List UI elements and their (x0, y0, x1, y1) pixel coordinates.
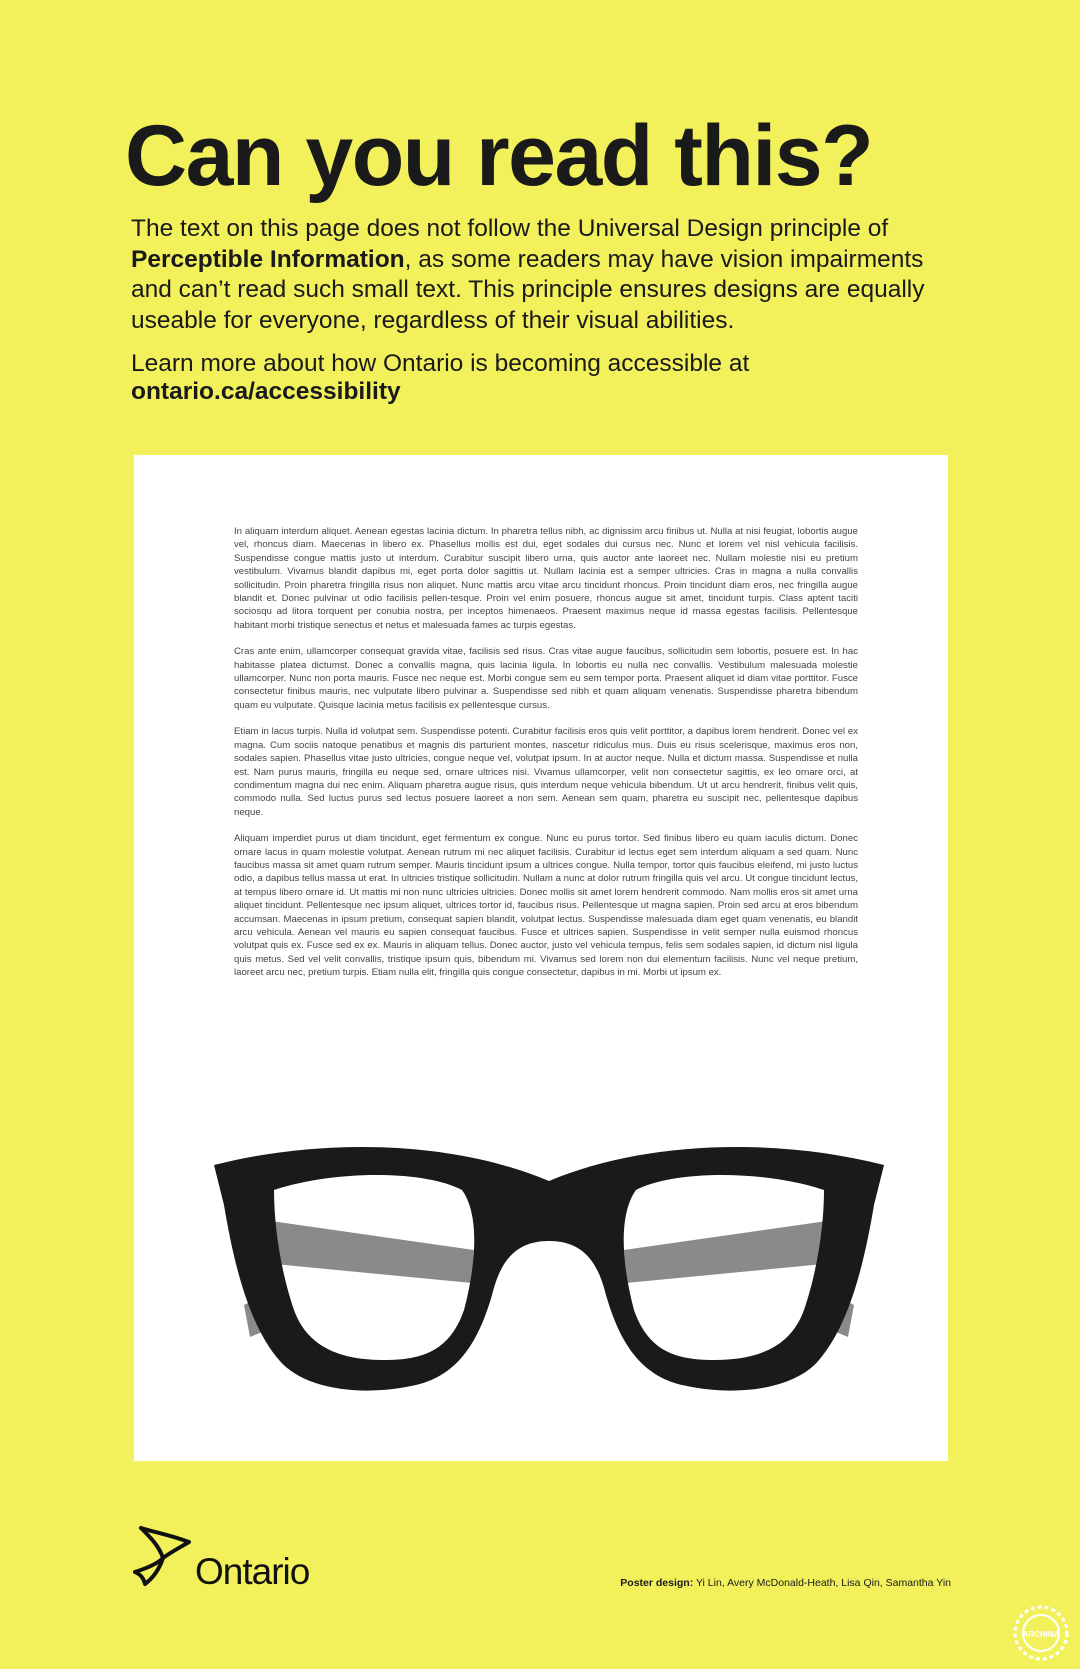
body-paragraph-3: Etiam in lacus turpis. Nulla id volutpat sem. Suspendisse potenti. Curabitur facilisis eros quis velit porttitor, a dapibus lorem hendrerit. Donec vel ex magna. Cum sociis natoque penatibus et magnis dis parturient montes, nascetur ridiculus mus. Duis eu risus scelerisque, maximus eros non, sodales sapien. Phasellus vitae justo ultricies, congue neque vel, volutpat ipsum. In at auctor neque. Nulla et dictum massa. Suspendisse et nulla est. Nam purus mauris, fringilla eu neque sed, ornare ultrices nisi. Vivamus ullamcorper, velit non consectetur sagittis, ex leo ornare orci, at condimentum magna dui nec enim. Aliquam pharetra augue risus, quis interdum neque vehicula bibendum. Ut ut arcu hendrerit, finibus velit quis, commodo nulla. Sed luctus purus sed lectus posuere laoreet a non sem. Aenean sem quam, pharetra eu suscipit nec, pellentesque dapibus neque. (234, 726, 858, 818)
headline: Can you read this? (125, 108, 873, 204)
glasses-frame (214, 1147, 884, 1391)
body-paragraph-4: Aliquam imperdiet purus ut diam tincidunt, eget fermentum ex congue. Nunc eu purus tortor. Sed finibus libero eu quam iaculis dictum. Donec ornare lacus in quam molestie volutpat. Aenean rutrum mi nec aliquet facilisis. Curabitur id lectus eget sem interdum aliquam a sed quam. Nunc faucibus massa sit amet quam rutrum semper. Mauris tincidunt ipsum a ultrices congue. Nulla tempor, tortor quis faucibus eleifend, mi justo luctus odio, a dapibus tellus massa ut erat. In ultricies tristique sollicitudin. Nullam a nunc at dolor rutrum fringilla quis vel arcu. Ut congue tincidunt lectus, at tempus libero ornare id. Ut mattis mi non nunc ultricies ultricies. Donec mollis sit amet lorem hendrerit commodo. Nam mollis eros sit amet urna aliquet tincidunt. Pellentesque nec ipsum aliquet, ultrices tortor id, faucibus risus. Pellentesque ut magna sapien. Proin sed arcu at eros bibendum accumsan. Maecenas in ipsum pretium, consequat sapien blandit, volutpat lectus. Suspendisse malesuada diam eget quam venenatis, eu blandit arcu vehicula. Aenean vel mauris eu sapien consequat faucibus. Fusce et ultrices sapien. Suspendisse in velit semper nulla euismod rhoncus volutpat quis ex. Fusce sed ex ex. Mauris in aliquam tellus. Donec auctor, justo vel vehicula tempus, felis sem sodales sapien, id dictum nisl ligula quis metus. Sed vel velit convallis, tristique ipsum quis, bibendum mi. Vivamus sed lorem non dui elementum facilisis. Nunc vel neque pretium, laoreet arcu nec, pretium turpis. Etiam nulla elit, fringilla quis congue consectetur, dapibus in mi. Morbi ut ipsum ex. (234, 833, 858, 979)
intro-paragraph (131, 214, 961, 336)
body-paragraph-2: Cras ante enim, ullamcorper consequat gravida vitae, facilisis sed risus. Cras vitae augue faucibus, sollicitudin sem lobortis, posuere est. In hac habitasse platea dictumst. Donec a convallis magna, quis lacinia ligula. In lobortis eu nulla nec convallis. Vestibulum malesuada molestie ullamcorper. Nunc non porta mauris. Fusce nec neque est. Morbi congue sem eu sem tempor porta. Praesent aliquet id diam vitae porttitor. Fusce consectetur finibus mauris, nec vulputate libero pulvinar a. Suspendisse sed nibh et quam aliquam venenatis. Suspendisse pharetra bibendum quam eu vulputate. Quisque lacinia metus facilisis ex pellentesque cursus. (234, 646, 858, 711)
learn-more-text: Learn more about how Ontario is becoming accessible at (131, 350, 750, 377)
body-paragraph-1: In aliquam interdum aliquet. Aenean egestas lacinia dictum. In pharetra tellus nibh, ac dignissim arcu finibus ut. Nulla at nisi feugiat, lobortis augue vel, rhoncus diam. Maecenas in libero ex. Phasellus mollis est dui, eget sodales dui cursus nec. Nunc et lorem vel nisl vehicula facilisis. Suspendisse congue mattis justo ut interdum. Curabitur suscipit libero urna, quis auctor ante laoreet nec. Nullam molestie nisi eu pretium vestibulum. Vivamus blandit dapibus mi, eget porta dolor sagittis ut. Nullam lacinia est a semper ultricies. Cras in magna a nulla convallis sollicitudin. Proin pharetra fringilla risus non aliquet. Nunc mattis arcu vitae arcu tincidunt rhoncus. Proin tincidunt diam eros, nec fringilla augue blandit et. Donec pulvinar ut odio facilisis pellen-tesque. Proin vel enim posuere, rhoncus augue sit amet, tincidunt turpis. Class aptent taciti sociosqu ad litora torquent per conubia nostra, per inceptos himenaeos. Praesent maximus neque id massa egestas facilisis. Pellentesque habitant morbi tristique senectus et netus et malesuada fames ac turpis egestas. (234, 526, 858, 631)
trillium-icon (131, 1524, 193, 1588)
intro-text-end: , as some readers may have vision impairments and can’t read such small text. This principle ensures designs are equally useable for everyone, regardless of their visual abilities. (131, 245, 925, 334)
ontario-logo (131, 1524, 331, 1594)
archina-stamp (1012, 1604, 1070, 1662)
accessibility-url: ontario.ca/accessibility (131, 378, 401, 405)
eyeglasses-illustration (214, 1145, 884, 1405)
credit-names: Yi Lin, Avery McDonald-Heath, Lisa Qin, Samantha Yin (693, 1577, 951, 1589)
poster-credit (620, 1576, 951, 1590)
white-sheet (134, 455, 948, 1461)
perceptible-information-emphasis: Perceptible Information (131, 245, 405, 273)
stamp-text: ARCHINA (1022, 1630, 1060, 1639)
ontario-wordmark: Ontario (195, 1551, 310, 1592)
small-body-text (234, 525, 858, 993)
intro-text-start: The text on this page does not follow the Universal Design principle of (131, 215, 889, 242)
credit-label: Poster design: (620, 1577, 694, 1589)
learn-more-paragraph (131, 350, 831, 406)
